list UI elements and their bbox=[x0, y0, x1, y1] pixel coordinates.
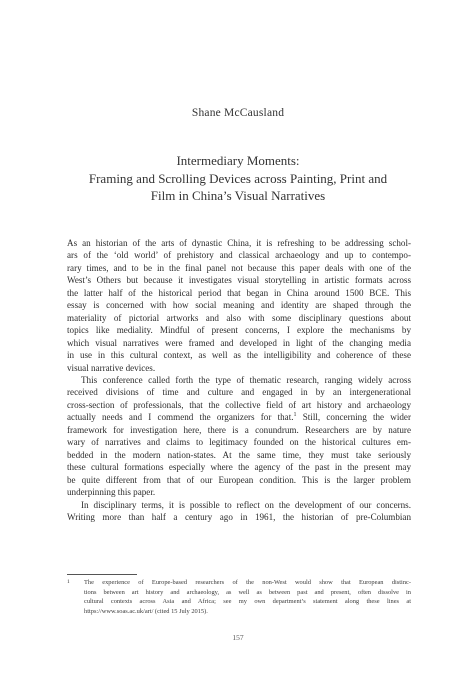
paragraph-1 bbox=[67, 237, 411, 374]
text-segment: Still, concerning the wider bbox=[296, 412, 411, 423]
title-line: Film in China’s Visual Narratives bbox=[150, 188, 326, 203]
text-line: topics like mediality. Mindful of present concerns, I explore the mechanisms by bbox=[67, 325, 411, 336]
text-line-with-note bbox=[67, 411, 411, 423]
text-segment: actually needs and I commend the organizers for that. bbox=[67, 412, 294, 423]
text-line: these cultural formations especially where the agency of the past in the present may bbox=[67, 462, 411, 473]
text-line: ars of the ‘old world’ of prehistory and classical archaeology and up to contempo- bbox=[67, 250, 411, 261]
text-line: wary of narratives and claims to legitimacy founded on the historical cultures em- bbox=[67, 437, 411, 448]
text-line: Writing more than half a century ago in 1961, the historian of pre-Columbian bbox=[67, 511, 411, 522]
footnote-1 bbox=[67, 578, 411, 616]
text-line: framework for investigation here, there is a conundrum. Researchers are by nature bbox=[67, 424, 411, 435]
text-line: materiality of pictorial artworks and also with some disciplinary questions about bbox=[67, 312, 411, 323]
text-line: which visual narratives were framed and developed in light of the changing media bbox=[67, 337, 411, 348]
footnotes bbox=[67, 578, 411, 616]
title-line: Intermediary Moments: bbox=[176, 153, 300, 168]
text-line: the latter half of the historical period that began in China around 1500 BCE. This bbox=[67, 287, 411, 298]
text-line: essay is concerned with how social meaning and identity are shaped through the bbox=[67, 300, 411, 311]
text-line: West’s Others but because it investigates visual storytelling in artistic formats across bbox=[67, 275, 411, 286]
footnote-marker: 1 bbox=[67, 579, 70, 585]
title-line: Framing and Scrolling Devices across Painting, Print and bbox=[88, 170, 388, 186]
text-line: underpinning this paper. bbox=[67, 487, 156, 498]
text-line: visual narrative devices. bbox=[67, 362, 156, 373]
footnote-rule bbox=[67, 574, 137, 575]
footnote-line: tions between art history and archaeology, as well as between past and present, often dissolve in bbox=[84, 588, 411, 596]
text-line: received divisions of time and culture and engaged in by an intergenerational bbox=[67, 387, 411, 398]
text-line: rary times, and to be in the final panel not because this paper deals with one of the bbox=[67, 262, 411, 273]
page-number: 157 bbox=[232, 633, 244, 642]
paragraph-3 bbox=[67, 499, 411, 524]
author-name: Shane McCausland bbox=[191, 107, 285, 119]
text-line: bedded in the modern nation-states. At the same time, they must take seriously bbox=[67, 449, 411, 460]
footnote-line: cultural contexts across Asia and Africa; see my own department’s statement along these lines at bbox=[84, 598, 411, 606]
footnote-line: https://www.soas.ac.uk/art/ (cited 15 July 2015). bbox=[84, 607, 208, 615]
text-line: This conference called forth the type of thematic research, ranging widely across bbox=[81, 374, 411, 385]
body-text bbox=[67, 237, 411, 523]
text-line: in use in this cultural context, as well as the intelligibility and coherence of these bbox=[67, 350, 411, 361]
text-line: In disciplinary terms, it is possible to reflect on the development of our concerns. bbox=[81, 499, 411, 510]
text-line: be quite different from that of our European condition. This is the larger problem bbox=[67, 474, 411, 485]
text-line: cross-section of professionals, that the collective field of art history and archaeology bbox=[67, 399, 411, 410]
footnote-reference[interactable]: 1 bbox=[293, 412, 297, 419]
paragraph-2 bbox=[67, 374, 411, 499]
text-line: As an historian of the arts of dynastic China, it is refreshing to be addressing schol- bbox=[67, 238, 411, 248]
article-title bbox=[60, 152, 416, 205]
footnote-line: The experience of Europe-based researchers of the non-West would show that European distinc- bbox=[84, 579, 411, 586]
